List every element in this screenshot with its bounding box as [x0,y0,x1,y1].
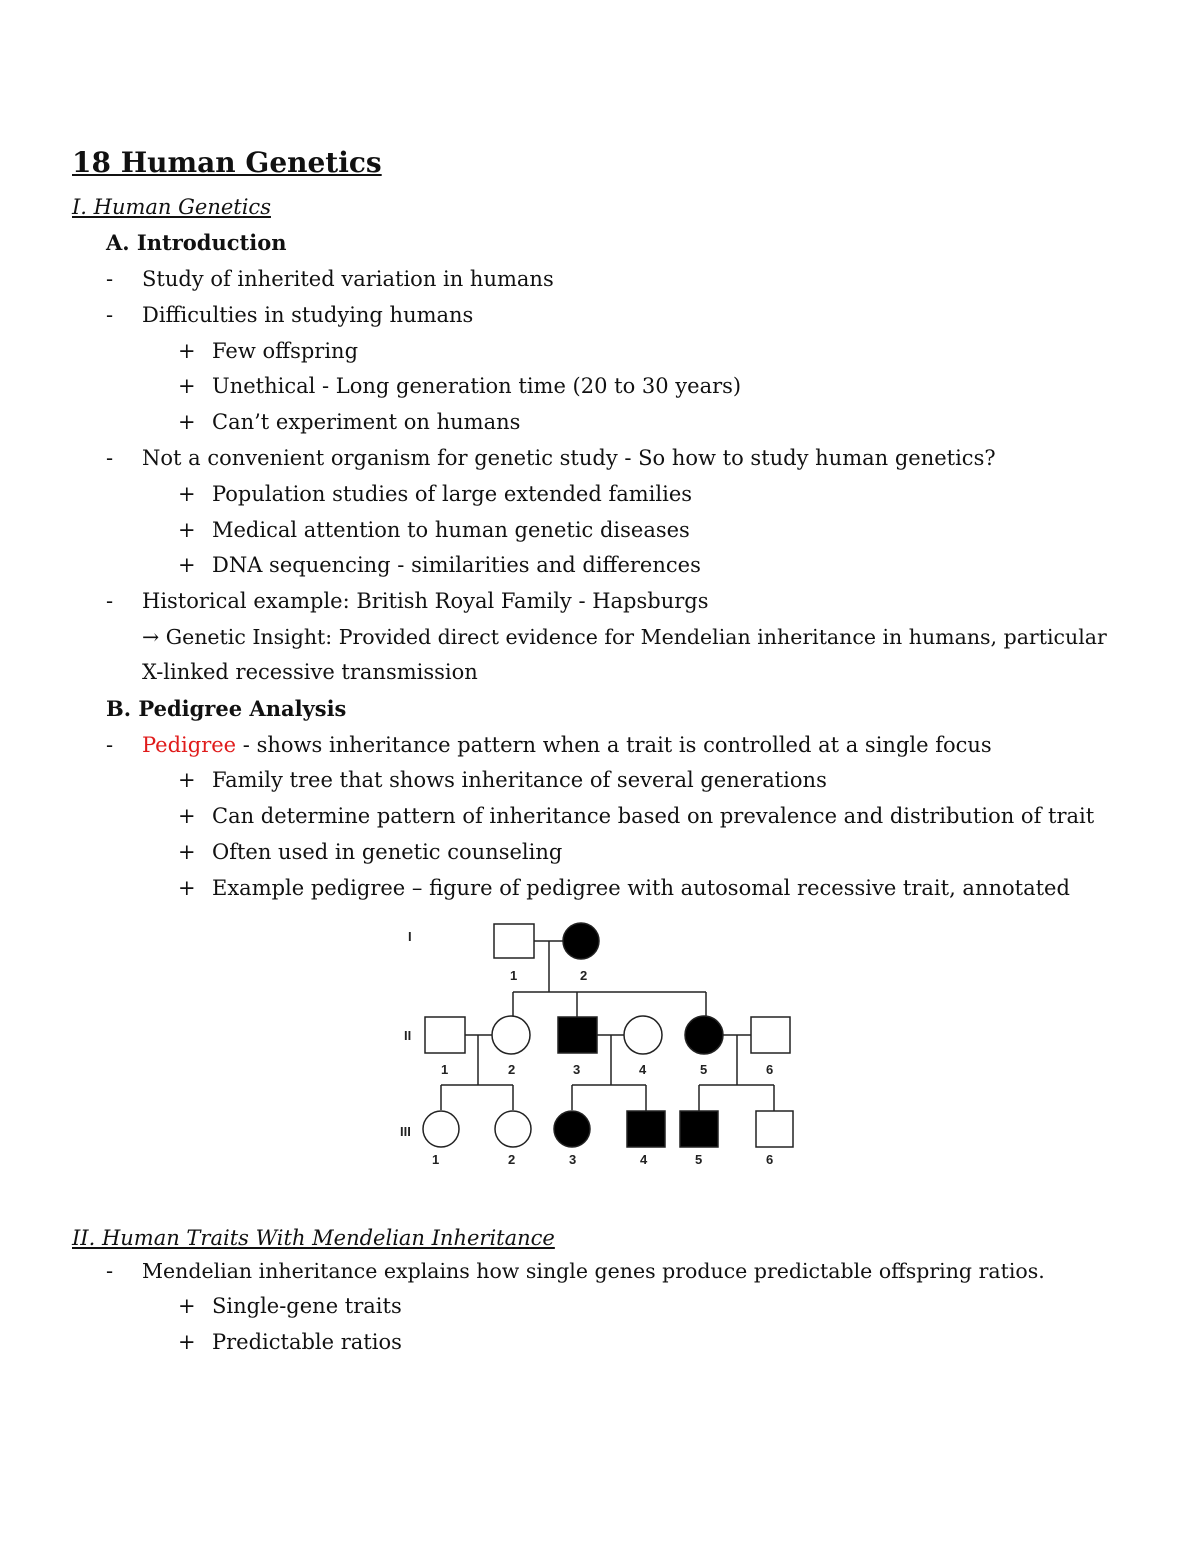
bullet-study-variation: Study of inherited variation in humans [142,267,554,291]
dash-bullet: - [106,1259,114,1283]
pedigree-female-affected [563,923,599,959]
bullet-not-convenient: Not a convenient organism for genetic study - So how to study human genetics? [142,446,996,470]
pedigree-term: Pedigree [142,733,237,757]
pedigree-female-unaffected [495,1111,531,1147]
pedigree-definition-text: - shows inheritance pattern when a trait is controlled at a single focus [236,733,992,757]
plus-bullet: + [178,374,196,398]
dash-bullet: - [106,267,114,291]
pedigree-female-affected [554,1111,590,1147]
individual-number: 3 [573,1062,581,1077]
individual-number: 4 [640,1152,648,1167]
sub-bullet: Unethical - Long generation time (20 to 30 years) [212,374,742,398]
plus-bullet: + [178,518,196,542]
pedigree-female-unaffected [492,1016,530,1054]
individual-number: 1 [441,1062,449,1077]
pedigree-male-unaffected [751,1017,790,1053]
sub-bullet: Few offspring [212,339,359,363]
pedigree-female-affected [685,1016,723,1054]
individual-number: 5 [700,1062,708,1077]
individual-number: 2 [580,968,588,983]
plus-bullet: + [178,339,196,363]
bullet-mendelian-inheritance: Mendelian inheritance explains how single genes produce predictable offspring ratios. [142,1259,1045,1283]
individual-number: 1 [510,968,518,983]
dash-bullet: - [106,303,114,327]
subsection-pedigree-heading: B. Pedigree Analysis [106,696,347,721]
sub-bullet: Often used in genetic counseling [212,840,563,864]
generation-label: III [400,1124,411,1139]
dash-bullet: - [106,733,114,757]
generation-label: I [408,929,412,944]
plus-bullet: + [178,1330,196,1354]
individual-number: 3 [569,1152,577,1167]
plus-bullet: + [178,804,196,828]
plus-bullet: + [178,410,196,434]
individual-number: 6 [766,1152,774,1167]
pedigree-female-unaffected [624,1016,662,1054]
individual-number: 2 [508,1152,516,1167]
plus-bullet: + [178,876,196,900]
individual-number: 6 [766,1062,774,1077]
plus-bullet: + [178,840,196,864]
genetic-insight-line-2: X-linked recessive transmission [142,660,478,684]
individual-number: 1 [432,1152,440,1167]
sub-bullet: Single-gene traits [212,1294,402,1318]
individual-number: 2 [508,1062,516,1077]
pedigree-female-unaffected [423,1111,459,1147]
sub-bullet: Population studies of large extended families [212,482,693,506]
pedigree-male-unaffected [494,924,534,958]
sub-bullet: DNA sequencing - similarities and differences [212,553,701,577]
plus-bullet: + [178,482,196,506]
sub-bullet: Predictable ratios [212,1330,402,1354]
sub-bullet: Can’t experiment on humans [212,410,521,434]
individual-number: 4 [639,1062,647,1077]
plus-bullet: + [178,1294,196,1318]
pedigree-male-unaffected [756,1111,793,1147]
plus-bullet: + [178,553,196,577]
generation-label: II [404,1028,412,1043]
pedigree-male-affected [627,1111,665,1147]
dash-bullet: - [106,446,114,470]
sub-bullet: Can determine pattern of inheritance based on prevalence and distribution of trait [212,804,1095,828]
sub-bullet: Family tree that shows inheritance of several generations [212,768,827,792]
pedigree-male-unaffected [425,1017,465,1053]
section-1-heading: I. Human Genetics [72,195,271,219]
subsection-introduction-heading: A. Introduction [106,230,287,255]
bullet-difficulties: Difficulties in studying humans [142,303,474,327]
bullet-historical-example: Historical example: British Royal Family - Hapsburgs [142,589,709,613]
genetic-insight-line-1: → Genetic Insight: Provided direct evidence for Mendelian inheritance in humans, particular [142,625,1107,649]
page-title: 18 Human Genetics [72,146,382,179]
dash-bullet: - [106,589,114,613]
pedigree-male-affected [558,1017,597,1053]
sub-bullet: Example pedigree – figure of pedigree with autosomal recessive trait, annotated [212,876,1070,900]
section-2-heading: II. Human Traits With Mendelian Inheritance [72,1226,555,1250]
pedigree-male-affected [680,1111,718,1147]
individual-number: 5 [695,1152,703,1167]
sub-bullet: Medical attention to human genetic diseases [212,518,690,542]
plus-bullet: + [178,768,196,792]
